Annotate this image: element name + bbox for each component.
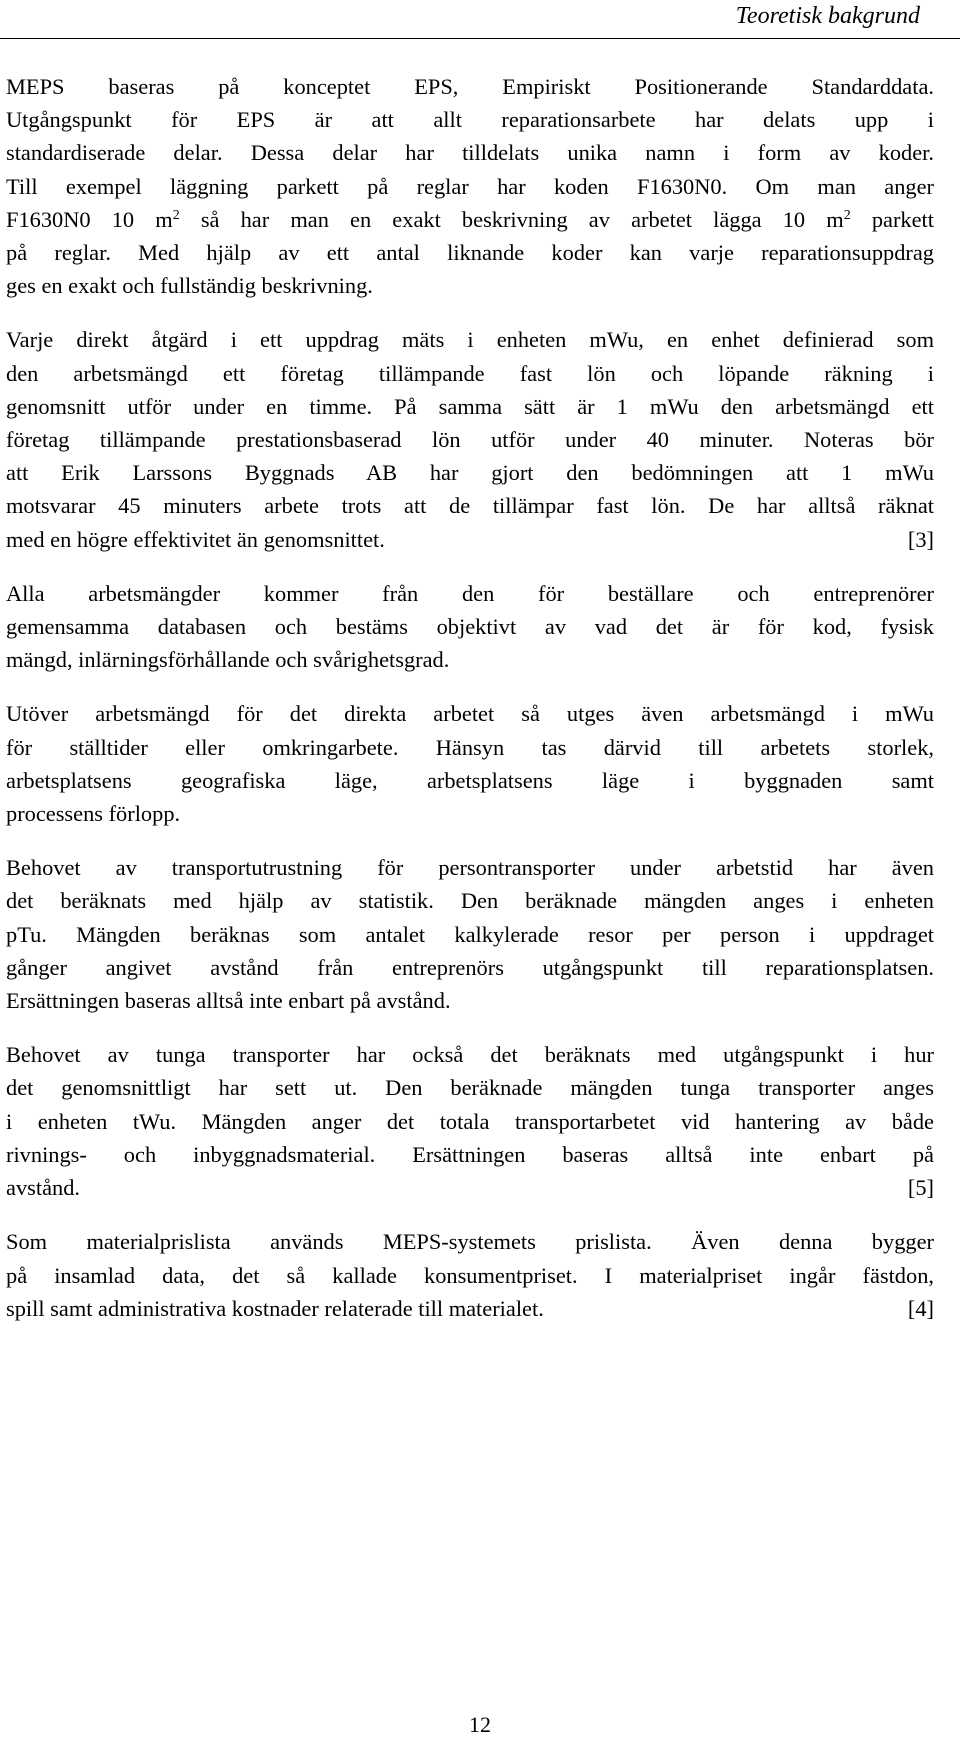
text-line: rivnings- och inbyggnadsmaterial. Ersättningen baseras alltså inte enbart på <box>6 1141 934 1167</box>
page-number: 12 <box>469 1712 491 1737</box>
paragraph <box>6 1225 934 1325</box>
citation: [4] <box>907 1295 934 1321</box>
text-line: standardiserade delar. Dessa delar har tilldelats unika namn i form av koder. <box>6 140 934 166</box>
text-line: med en högre effektivitet än genomsnittet. <box>6 526 385 552</box>
text-line: företag tillämpande prestationsbaserad lön utför under 40 minuter. Noteras bör <box>6 427 934 453</box>
paragraph <box>6 70 934 302</box>
text-line: Behovet av tunga transporter har också det beräknats med utgångspunkt i hur <box>6 1042 934 1068</box>
paragraph <box>6 1038 934 1204</box>
text-line: avstånd. <box>6 1175 80 1201</box>
header-title: Teoretisk bakgrund <box>735 3 920 29</box>
text-line: i enheten tWu. Mängden anger det totala transportarbetet vid hantering av både <box>6 1108 934 1134</box>
text-line: Behovet av transportutrustning för persontransporter under arbetstid har även <box>6 855 934 881</box>
text-line: det genomsnittligt har sett ut. Den beräknade mängden tunga transporter anges <box>6 1075 934 1101</box>
text-line: pTu. Mängden beräknas som antalet kalkylerade resor per person i uppdraget <box>6 921 934 947</box>
text-line: gånger angivet avstånd från entreprenörs utgångspunkt till reparationsplatsen. <box>6 954 934 980</box>
text-line: att Erik Larssons Byggnads AB har gjort den bedömningen att 1 mWu <box>6 460 934 486</box>
text-line: Varje direkt åtgärd i ett uppdrag mäts i enheten mWu, en enhet definierad som <box>6 327 934 353</box>
citation: [5] <box>907 1175 934 1201</box>
text-line: Ersättningen baseras alltså inte enbart på avstånd. <box>6 988 451 1014</box>
paragraph <box>6 577 934 677</box>
text-line-with-citation <box>6 1292 934 1325</box>
text-line: den arbetsmängd ett företag tillämpande fast lön och löpande räkning i <box>6 360 934 386</box>
text-line: det beräknats med hjälp av statistik. Den beräknade mängden anges i enheten <box>6 888 934 914</box>
text-line: ges en exakt och fullständig beskrivning. <box>6 273 373 299</box>
citation: [3] <box>907 526 934 552</box>
text-line: Som materialprislista används MEPS-systemets prislista. Även denna bygger <box>6 1229 934 1255</box>
text-line: motsvarar 45 minuters arbete trots att de tillämpar fast lön. De har alltså räknat <box>6 493 934 519</box>
paragraph <box>6 697 934 830</box>
text-line: arbetsplatsens geografiska läge, arbetsplatsens läge i byggnaden samt <box>6 767 934 793</box>
running-header <box>0 0 960 40</box>
text-line: mängd, inlärningsförhållande och svårighetsgrad. <box>6 647 450 673</box>
text-line: genomsnitt utför under en timme. På samma sätt är 1 mWu den arbetsmängd ett <box>6 393 934 419</box>
text-line: Utöver arbetsmängd för det direkta arbetet så utges även arbetsmängd i mWu <box>6 701 934 727</box>
text-line: F1630N0 10 $m^2$ så har man en exakt beskrivning av arbetet lägga 10 $m^2$ parkett <box>6 206 934 232</box>
text-line: på insamlad data, det så kallade konsumentpriset. I materialpriset ingår fästdon, <box>6 1262 934 1288</box>
paragraph <box>6 851 934 1017</box>
text-line: gemensamma databasen och bestäms objektivt av vad det är för kod, fysisk <box>6 614 934 640</box>
body-text <box>6 70 934 1346</box>
text-line: Alla arbetsmängder kommer från den för beställare och entreprenörer <box>6 580 934 606</box>
text-line-with-citation <box>6 1171 934 1204</box>
text-line: på reglar. Med hjälp av ett antal liknande koder kan varje reparationsuppdrag <box>6 240 934 266</box>
text-line: MEPS baseras på konceptet EPS, Empiriskt Positionerande Standarddata. <box>6 74 934 99</box>
text-line: spill samt administrativa kostnader relaterade till materialet. <box>6 1295 544 1321</box>
text-line: för ställtider eller omkringarbete. Hänsyn tas därvid till arbetets storlek, <box>6 734 934 760</box>
paragraph <box>6 323 934 555</box>
text-line: Utgångspunkt för EPS är att allt reparationsarbete har delats upp i <box>6 107 934 133</box>
text-line: processens förlopp. <box>6 801 181 827</box>
header-rule <box>0 38 960 39</box>
text-line-with-citation <box>6 523 934 556</box>
text-line: Till exempel läggning parkett på reglar har koden F1630N0. Om man anger <box>6 173 934 199</box>
